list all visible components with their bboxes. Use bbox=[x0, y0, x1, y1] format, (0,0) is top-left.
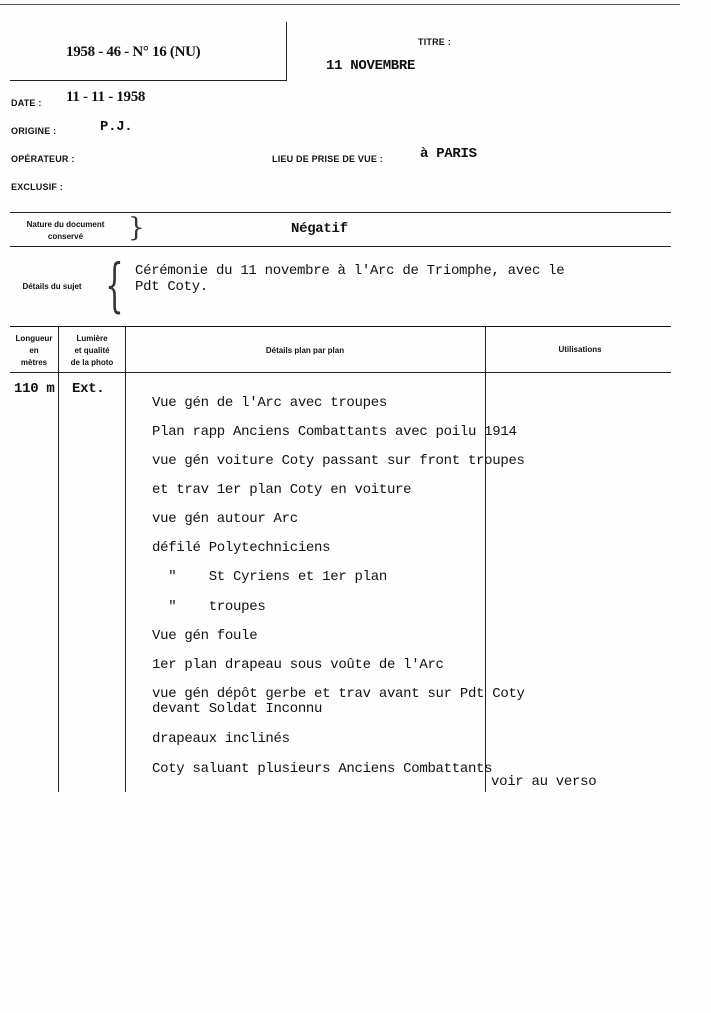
nature-value: Négatif bbox=[291, 221, 348, 237]
sujet-line1: Cérémonie du 11 novembre à l'Arc de Triomphe, avec le bbox=[135, 263, 565, 279]
col-rule-2 bbox=[125, 326, 126, 792]
sujet-brace: { bbox=[105, 251, 124, 319]
col-longueur-header bbox=[10, 333, 58, 369]
shot-line: 1er plan drapeau sous voûte de l'Arc bbox=[152, 657, 444, 673]
table-top-border bbox=[10, 326, 671, 327]
reference-number: 1958 - 46 - N° 16 (NU) bbox=[66, 44, 201, 60]
lieu-value: à PARIS bbox=[420, 146, 477, 162]
shot-line: " troupes bbox=[152, 599, 266, 615]
nature-brace: } bbox=[128, 213, 145, 243]
nature-label-line1: Nature du document bbox=[26, 220, 105, 229]
top-edge-line bbox=[0, 4, 680, 5]
shot-line: Vue gén de l'Arc avec troupes bbox=[152, 395, 387, 411]
nature-label-line2: conservé bbox=[47, 232, 84, 241]
col-lumiere-header bbox=[60, 333, 124, 369]
table-header-bottom-border bbox=[10, 372, 671, 373]
col-longueur-l1: Longueur bbox=[15, 334, 53, 343]
reference-box-bottom-border bbox=[10, 80, 287, 81]
nature-label bbox=[8, 219, 123, 243]
col-rule-3 bbox=[485, 326, 486, 792]
shot-line: défilé Polytechniciens bbox=[152, 540, 331, 556]
shot-line: Vue gén foule bbox=[152, 628, 258, 644]
shot-line: vue gén autour Arc bbox=[152, 511, 298, 527]
titre-value: 11 NOVEMBRE bbox=[326, 58, 416, 74]
titre-label: TITRE : bbox=[418, 37, 451, 47]
exclusif-label: EXCLUSIF : bbox=[11, 182, 64, 192]
row-lumiere: Ext. bbox=[72, 381, 105, 397]
nature-bottom-border bbox=[10, 246, 671, 247]
reference-box-right-border bbox=[286, 22, 287, 80]
shot-line: vue gén voiture Coty passant sur front troupes bbox=[152, 453, 525, 469]
shot-line: et trav 1er plan Coty en voiture bbox=[152, 482, 412, 498]
utilisation-note: voir au verso bbox=[491, 774, 597, 790]
date-label: DATE : bbox=[11, 98, 42, 108]
sujet-line2: Pdt Coty. bbox=[135, 279, 208, 295]
col-longueur-l2: en bbox=[29, 346, 39, 355]
lieu-label: LIEU DE PRISE DE VUE : bbox=[272, 154, 383, 164]
sujet-label: Détails du sujet bbox=[22, 282, 82, 291]
date-value: 11 - 11 - 1958 bbox=[66, 89, 146, 105]
nature-top-border bbox=[10, 212, 671, 213]
col-rule-1 bbox=[58, 326, 59, 792]
col-longueur-l3: mètres bbox=[20, 358, 48, 367]
col-lumiere-l3: de la photo bbox=[70, 358, 114, 367]
col-lumiere-l2: et qualité bbox=[74, 346, 110, 355]
col-utilisations-header: Utilisations bbox=[558, 345, 602, 354]
shot-line: Coty saluant plusieurs Anciens Combattants bbox=[152, 761, 493, 777]
origine-value: P.J. bbox=[100, 119, 133, 135]
col-details-header: Détails plan par plan bbox=[265, 346, 345, 355]
col-lumiere-l1: Lumière bbox=[76, 334, 108, 343]
shot-line: drapeaux inclinés bbox=[152, 731, 290, 747]
operateur-label: OPÉRATEUR : bbox=[11, 154, 75, 164]
shot-line: vue gén dépôt gerbe et trav avant sur Pdt Coty devant Soldat Inconnu bbox=[152, 686, 525, 717]
row-longueur: 110 m bbox=[14, 381, 55, 397]
shot-line: Plan rapp Anciens Combattants avec poilu 1914 bbox=[152, 424, 517, 440]
origine-label: ORIGINE : bbox=[11, 126, 57, 136]
shot-line: " St Cyriens et 1er plan bbox=[152, 569, 387, 585]
